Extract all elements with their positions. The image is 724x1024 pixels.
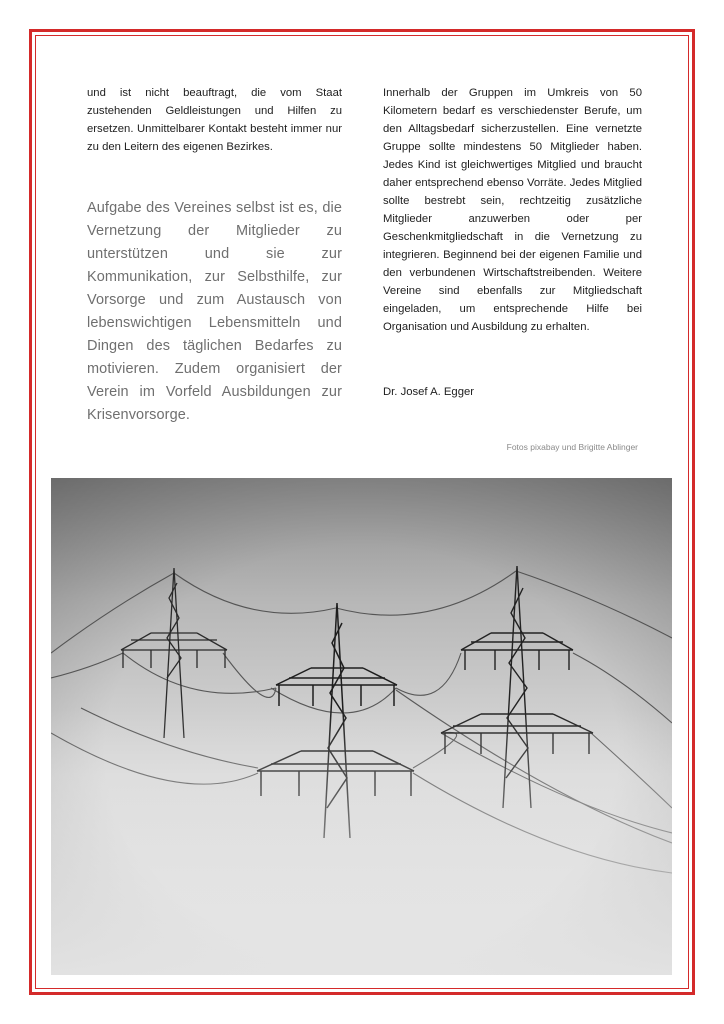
photo-credit: Fotos pixabay und Brigitte Ablinger <box>506 442 638 452</box>
pull-quote: Aufgabe des Vereines selbst ist es, die Vernetzung der Mitglieder zu unterstützen und sie zur Kommunikation, zur Selbsthilfe, zur Vorsorge und zum Austausch von lebenswichtigen Lebensmitteln und Dingen des täglichen Bedarfes zu motivieren. Zudem organisiert der Verein im Vorfeld Ausbildungen zur Krisenvorsorge. <box>87 200 342 423</box>
power-pylons-in-fog-photo <box>51 478 672 975</box>
right-column-paragraph: Innerhalb der Gruppen im Umkreis von 50 Kilometern bedarf es verschiedenster Berufe, um den Alltagsbedarf sicherzustellen. Eine vernetzte Gruppe sollte mindestens 50 Mitglieder haben. Jedes Kind ist gleichwertiges Mitglied und braucht daher entsprechend ebenso Vorräte. Jedes Mitglied sollte bestrebt sein, rechtzeitig zusätzliche Mitglieder anzuwerben oder per Geschenkmitgliedschaft in die Vernetzung zu integrieren. Beginnend bei der eigenen Familie und den verbundenen Wirtschaftstreibenden. Weitere Vereine sind ebenfalls zur Mitgliedschaft eingeladen, um entsprechende Hilfe bei Organisation und Ausbildung zu erhalten. <box>383 87 642 333</box>
left-column-paragraph: und ist nicht beauftragt, die vom Staat zustehenden Geldleistungen und Hilfen zu ersetzen. Unmittelbarer Kontakt besteht immer nur zu den Leitern des eigenen Bezirkes. <box>87 87 342 153</box>
author-signature: Dr. Josef A. Egger <box>383 386 475 398</box>
